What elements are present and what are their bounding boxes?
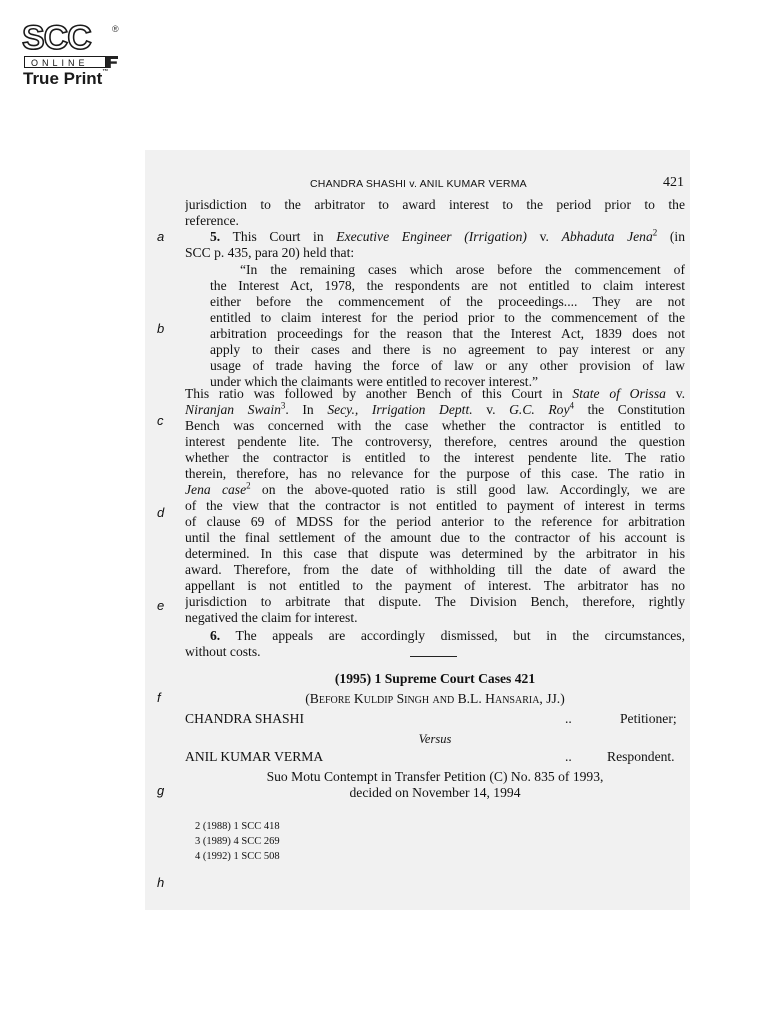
- body-line: jurisdiction to arbitrate that dispute. The Division Bench, therefore, rightly: [185, 594, 685, 609]
- body-line: Bench was concerned with the case whether the contractor is entitled to: [185, 418, 685, 433]
- logo-scc-text: SCC: [22, 19, 91, 57]
- body-line: until the final settlement of the amount due to the contractor of his account is: [185, 530, 685, 545]
- body-line: appellant is not entitled to the payment of interest. The arbitrator has no: [185, 578, 685, 593]
- margin-letter-b: b: [157, 321, 165, 336]
- text-span: This ratio was followed by another Bench of this Court in: [185, 386, 573, 401]
- text-span: v.: [665, 386, 685, 401]
- case-name: State of Orissa: [572, 386, 666, 401]
- paragraph-5: [210, 229, 685, 245]
- body-line: [185, 482, 685, 498]
- respondent-name: ANIL KUMAR VERMA: [185, 749, 324, 764]
- leader-dots: ..: [565, 711, 572, 726]
- footnote-ref: 2: [246, 482, 251, 491]
- text-span: The appeals are accordingly dismissed, but in the circumstances,: [220, 628, 685, 643]
- case-name: G.C. Roy: [509, 402, 570, 417]
- respondent-role: Respondent.: [607, 749, 675, 764]
- body-line: without costs.: [185, 644, 261, 659]
- margin-letter-g: g: [157, 783, 165, 798]
- text-span: the Constitution: [574, 402, 685, 417]
- running-header: CHANDRA SHASHI v. ANIL KUMAR VERMA: [310, 178, 527, 190]
- body-line: [185, 402, 685, 418]
- case-name: Abhaduta Jena: [561, 229, 653, 244]
- quote-line: arbitration proceedings for the reason that the Interest Act, 1839 does not: [210, 326, 685, 341]
- footnote-ref: 4: [569, 402, 575, 411]
- body-line: therein, therefore, has no relevance for the purpose of this case. The ratio in: [185, 466, 685, 481]
- text-span: v.: [472, 402, 510, 417]
- quote-line: usage of trade having the force of law or any other provision of law: [210, 358, 685, 373]
- body-line: jurisdiction to the arbitrator to award interest to the period prior to the: [185, 197, 685, 212]
- leader-dots: ..: [565, 749, 572, 764]
- page-number: 421: [663, 175, 684, 190]
- body-line: whether the contractor is entitled to the interest pendente lite. The ratio: [185, 450, 685, 465]
- body-line: negatived the claim for interest.: [185, 610, 358, 625]
- scc-online-logo: [22, 19, 122, 92]
- flag-icon: [106, 56, 118, 68]
- footnote: 2 (1988) 1 SCC 418: [195, 821, 280, 832]
- body-line: reference.: [185, 213, 239, 228]
- case-citation: (1995) 1 Supreme Court Cases 421: [334, 671, 536, 686]
- quote-line: under which the claimants were entitled to recover interest.”: [210, 374, 539, 389]
- footnote: 3 (1989) 4 SCC 269: [195, 836, 280, 847]
- logo-true-print: [23, 69, 108, 89]
- margin-letter-a: a: [157, 229, 165, 244]
- bench-line: (Before Kuldip Singh and B.L. Hansaria, JJ.): [305, 691, 565, 706]
- footnote-ref: 3: [280, 402, 286, 411]
- margin-letter-c: c: [157, 413, 164, 428]
- logo-online-text: ONLINE: [24, 56, 106, 68]
- body-line: of the view that the contractor is not entitled to payment of interest in terms: [185, 498, 685, 513]
- margin-letter-d: d: [157, 505, 165, 520]
- text-span: . In: [285, 402, 328, 417]
- text-span: on the above-quoted ratio is still good law. Accordingly, we are: [250, 482, 685, 497]
- text-span: (in: [657, 229, 685, 244]
- quote-line: the Interest Act, 1978, the respondents are not entitled to claim interest: [210, 278, 685, 293]
- quote-line: entitled to claim interest for the period prior to the commencement of the: [210, 310, 685, 325]
- proceeding-line: Suo Motu Contempt in Transfer Petition (C) No. 835 of 1993,: [266, 769, 604, 784]
- logo-true-print-text: True Print: [23, 69, 103, 88]
- body-line: SCC p. 435, para 20) held that:: [185, 245, 355, 260]
- paragraph-number: 5.: [210, 229, 221, 244]
- margin-letter-h: h: [157, 875, 165, 890]
- case-name: Jena case: [185, 482, 247, 497]
- quote-line: apply to their cases and there is no agreement to pay interest or any: [210, 342, 685, 357]
- logo-trademark: ™: [102, 69, 109, 75]
- footnote: 4 (1992) 1 SCC 508: [195, 851, 280, 862]
- margin-letter-e: e: [157, 598, 165, 613]
- footnote-ref: 2: [652, 229, 658, 238]
- margin-letter-f: f: [157, 690, 161, 705]
- section-divider: [410, 656, 457, 657]
- petitioner-name: CHANDRA SHASHI: [185, 711, 304, 726]
- versus-label: Versus: [418, 732, 452, 746]
- body-line: interest pendente lite. The controversy, therefore, centres around the question: [185, 434, 685, 449]
- body-line: [185, 386, 685, 402]
- case-name: Executive Engineer (Irrigation): [336, 229, 527, 244]
- text-span: This Court in: [220, 229, 337, 244]
- logo-registered-mark: ®: [112, 24, 119, 34]
- paragraph-6: [210, 628, 685, 644]
- proceeding-date: decided on November 14, 1994: [349, 785, 521, 800]
- paragraph-number: 6.: [210, 628, 221, 643]
- petitioner-role: Petitioner;: [620, 711, 677, 726]
- body-line: determined. In this case that dispute was determined by the arbitrator in his: [185, 546, 685, 561]
- quote-line: “In the remaining cases which arose before the commencement of: [240, 262, 685, 277]
- text-span: v.: [526, 229, 562, 244]
- case-name: Niranjan Swain: [185, 402, 281, 417]
- quote-line: either before the commencement of the proceedings.... They are not: [210, 294, 685, 309]
- body-line: award. Therefore, from the date of withholding till the date of award the: [185, 562, 685, 577]
- case-name: Secy., Irrigation Deptt.: [327, 402, 473, 417]
- body-line: of clause 69 of MDSS for the period anterior to the reference for arbitration: [185, 514, 685, 529]
